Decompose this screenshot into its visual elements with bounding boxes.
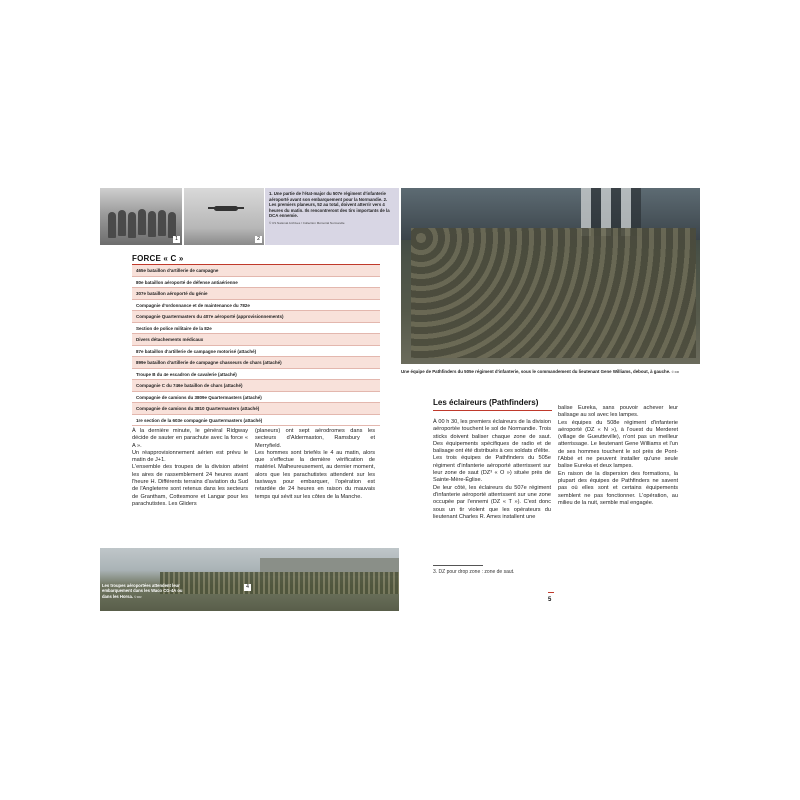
- table-row: 1re section de la 603e compagnie Quartermasters (attaché): [132, 415, 380, 427]
- body-column-2: [558, 405, 678, 507]
- paragraph: Les hommes sont briefés le 4 au matin, alors que s'effectue la dernière vérification de matériel. Malheureusement, au dernier moment, alors que les parachutistes attendent sur les taxiways pour embarquer, l'opération est retardée de 24 heures en raison du mauvais temps qui sévit sur les côtes de la Manche.: [255, 449, 375, 500]
- table-row: Compagnie d'ordonnance et de maintenance du 782e: [132, 300, 380, 312]
- title-rule: [433, 410, 552, 411]
- photo-caption: 1. Une partie de l'état-major du 507e régiment d'infanterie aéroporté avant son embarquement pour la Normandie. 2. Les premiers planeurs, 52 au total, doivent atterrir vers 4 heures du matin. Ils rencontreront des tirs importants de la DCA ennemie.: [269, 191, 390, 219]
- paragraph: À la dernière minute, le général Ridgway décide de sauter en parachute avec la force « A ».: [132, 428, 248, 449]
- section-title: Les éclaireurs (Pathfinders): [433, 398, 539, 407]
- body-column-1: [433, 419, 551, 521]
- table-row: Troupe B du 4e escadron de cavalerie (attaché): [132, 369, 380, 381]
- paragraph: En raison de la dispersion des formations, la plupart des équipes de Pathfinders ne savent pas où elles sont et certains équipements semblent ne pas fonctionner. L'opération, au milieu de la nuit, semble mal engagée.: [558, 470, 678, 506]
- footnote: 3. DZ pour drop zone : zone de saut.: [433, 569, 515, 575]
- paragraph: L'ensemble des troupes de la division atteint les aires de rassemblement 24 heures avant l'heure H. Différents terrains d'aviation du Sud de l'Angleterre sont retenus dans les secteurs de Grantham, Cottesmore et Langar pour les parachutistes. Les Gliders: [132, 464, 248, 507]
- table-row: Compagnie de camions du 3809e Quartermasters (attaché): [132, 392, 380, 404]
- paragraph: Un réapprovisionnement aérien est prévu le matin de J+1.: [132, 449, 248, 464]
- book-spread: [100, 188, 700, 611]
- paragraph: À 00 h 30, les premiers éclaireurs de la division aéroportée touchent le sol de Normandie. Trois sticks doivent baliser chaque zone de saut. Des équipements spécifiques de radio et de balisage ont été distribués à ces soldats d'élite.: [433, 419, 551, 455]
- paragraph: Les équipes du 508e régiment d'infanterie aéroporté (DZ « N »), à l'ouest du Merderet (village de Gueutteville), n'ont pas un meilleur atterrissage. Le lieutenant Gene Williams et l'un de ses hommes touchent le sol près de Pont-l'Abbé et ne peuvent installer qu'une seule balise Eureka et deux lampes.: [558, 419, 678, 470]
- table-row: 87e bataillon d'artillerie de campagne motorisé (attaché): [132, 346, 380, 358]
- table-row: 465e bataillon d'artillerie de campagne: [132, 265, 380, 277]
- photo-number: 2: [255, 236, 262, 243]
- table-row: Compagnie Quartermasters du 407e aéroporté (approvisionnements): [132, 311, 380, 323]
- paragraph: balise Eureka, sans pouvoir achever leur balisage au sol avec les lampes.: [558, 405, 678, 419]
- photo-number: 1: [173, 236, 180, 243]
- table-row: 307e bataillon aéroporté du génie: [132, 288, 380, 300]
- table-row: Compagnie de camions du 3810 Quartermasters (attaché): [132, 403, 380, 415]
- photo-pathfinders-team: [401, 188, 700, 364]
- page-number: 5: [548, 597, 552, 603]
- photo-caption: Une équipe de Pathfinders du 505e régiment d'infanterie, sous le commandement du lieutenant Gene Williams, debout, à gauche. © DR: [401, 369, 680, 374]
- photo-caption-box: [265, 188, 399, 245]
- photo-staff-group: [100, 188, 182, 245]
- force-c-title: FORCE « C »: [132, 254, 184, 263]
- table-row: Divers détachements médicaux: [132, 334, 380, 346]
- table-row: Compagnie C du 746e bataillon de chars (attaché): [132, 380, 380, 392]
- paragraph: (planeurs) ont sept aérodromes dans les secteurs d'Aldermaston, Ramsbury et Merryfield.: [255, 428, 375, 449]
- photo-aircraft: [184, 188, 264, 245]
- table-row: 80e bataillon aéroporté de défense antiaérienne: [132, 277, 380, 289]
- photo-credit: © US National Archives / Collection Mémorial Normandie: [269, 220, 345, 225]
- left-page: [100, 188, 399, 611]
- paragraph: Les trois équipes de Pathfinders du 505e régiment d'infanterie aéroporté atterrissent sur leur zone de saut (DZ³ « O ») située près de Sainte-Mère-Église.: [433, 455, 551, 484]
- table-row: Section de police militaire de la 82e: [132, 323, 380, 335]
- body-column-1: [132, 428, 248, 508]
- photo-caption: Les troupes aéroportées attendent leur embarquement dans les Waco CG-4A ou dans les Horsa. © DR: [102, 583, 183, 599]
- table-row: 899e bataillon d'artillerie de campagne chasseurs de chars (attaché): [132, 357, 380, 369]
- footnote-rule: [433, 565, 483, 566]
- paragraph: De leur côté, les éclaireurs du 507e régiment d'infanterie aéroporté atterrissent sur une zone occupée par l'ennemi (DZ « T »). C'est donc sous un tir violent que les opérateurs du lieutenant Charles R. Ames installent une: [433, 484, 551, 520]
- photo-number: 4: [244, 584, 251, 591]
- body-column-2: [255, 428, 375, 501]
- right-page: [401, 188, 700, 611]
- photo-troops-waiting: [100, 548, 399, 611]
- force-c-table: [132, 265, 380, 426]
